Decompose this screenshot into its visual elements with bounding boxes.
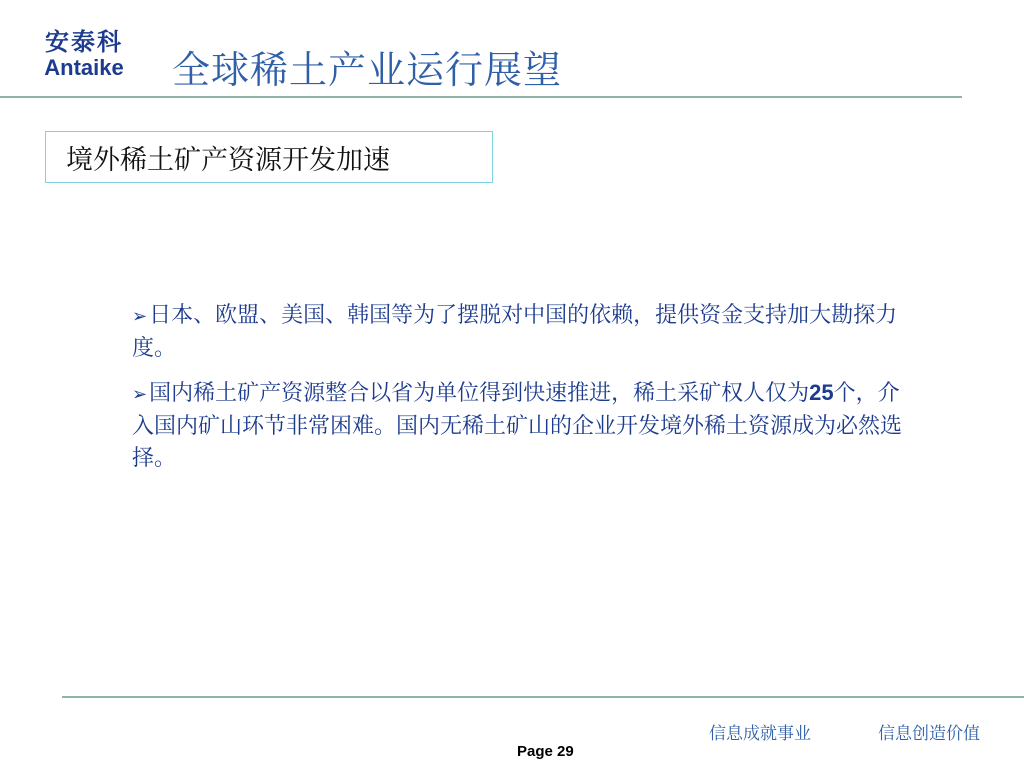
footer-slogan-1: 信息成就事业 xyxy=(709,724,811,744)
title-divider xyxy=(0,96,962,98)
logo-chinese-text: 安泰科 xyxy=(45,28,123,56)
section-heading-box xyxy=(45,131,493,183)
bullet-text-part-2: 个，介入国内矿山环节非常困难。国内无稀土矿山的企业开发境外稀土资源成为必然选择。 xyxy=(132,381,903,471)
bullet-item-2 xyxy=(132,377,902,475)
bullet-number: 25 xyxy=(809,380,834,405)
arrow-bullet-icon: ➢ xyxy=(132,384,148,405)
arrow-bullet-icon: ➢ xyxy=(132,306,148,327)
logo-english-text: Antaike xyxy=(44,55,124,80)
company-logo xyxy=(36,28,132,80)
bullet-item-1 xyxy=(132,300,902,365)
section-heading: 境外稀土矿产资源开发加速 xyxy=(66,144,390,176)
footer-divider xyxy=(62,696,1024,698)
bullet-text-part-1: 国内稀土矿产资源整合以省为单位得到快速推进，稀土采矿权人仅为 xyxy=(149,381,810,406)
bullet-list xyxy=(132,300,902,487)
page-title: 全球稀土产业运行展望 xyxy=(172,48,563,92)
footer-slogan-2: 信息创造价值 xyxy=(878,724,980,744)
page-number: Page 29 xyxy=(517,743,574,760)
bullet-text: 日本、欧盟、美国、韩国等为了摆脱对中国的依赖，提供资金支持加大勘探力度。 xyxy=(132,303,898,361)
